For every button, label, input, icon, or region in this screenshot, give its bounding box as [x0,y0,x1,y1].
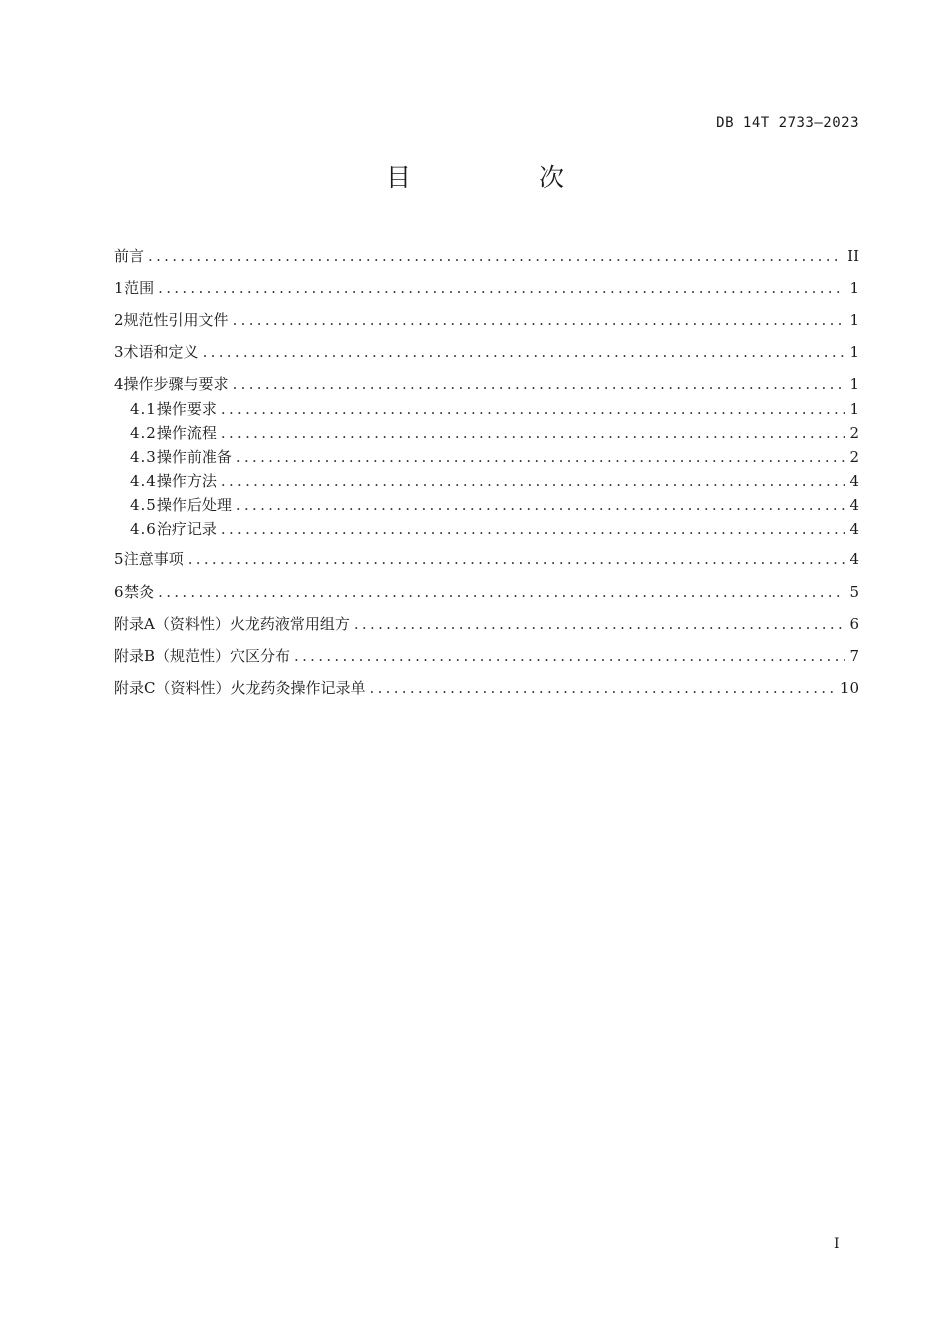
toc-entry-page: 4 [849,472,859,490]
toc-entry-label: 操作方法 [156,472,217,490]
toc-entry-3[interactable] [114,341,859,363]
toc-leader-dots [221,470,846,492]
toc-entry-number: 4.2 [130,424,157,442]
toc-entry-label: 操作前准备 [156,448,232,466]
toc-entry-appendix-b[interactable] [114,645,859,667]
toc-entry-page: 5 [849,583,859,601]
toc-leader-dots [233,309,846,331]
toc-entry-1[interactable] [114,277,859,299]
toc-entry-page: 1 [849,279,859,297]
toc-entry-label: 操作步骤与要求 [123,375,229,393]
toc-entry-number: 4.4 [130,472,157,490]
toc-leader-dots [236,446,846,468]
toc-entry-number: 6 [114,583,124,601]
toc-leader-dots [221,398,846,420]
document-code: DB 14T 2733—2023 [716,115,859,131]
toc-entry-number: 4 [114,375,124,393]
toc-entry-5[interactable] [114,548,859,570]
toc-entry-label: 操作要求 [156,400,217,418]
toc-entry-label: 治疗记录 [156,520,217,538]
toc-entry-page: II [847,247,859,265]
toc-leader-dots [233,373,846,395]
toc-entry-label: 火龙药灸操作记录单 [230,679,366,697]
toc-entry-number: 4.3 [130,448,157,466]
toc-entry-label: 操作流程 [156,424,217,442]
toc-title: 目 次 [386,163,624,192]
toc-entry-number: 1 [114,279,124,297]
toc-entry-page: 7 [849,647,859,665]
toc-leader-dots [221,518,846,540]
toc-entry-number: 附录B（规范性） [114,647,231,665]
toc-entry-number: 4.6 [130,520,157,538]
toc-entry-4-5[interactable] [130,494,859,516]
toc-entry-number: 附录A（资料性） [114,615,230,633]
toc-leader-dots [221,422,846,444]
toc-entry-label: 规范性引用文件 [123,311,229,329]
toc-entry-number: 4.5 [130,496,157,514]
toc-entry-label: 火龙药液常用组方 [229,615,350,633]
toc-leader-dots [354,613,846,635]
toc-entry-page: 4 [849,496,859,514]
page-number: I [834,1236,840,1252]
toc-leader-dots [158,581,845,603]
toc-entry-page: 2 [849,424,859,442]
toc-entry-page: 4 [849,550,859,568]
toc-entry-4-4[interactable] [130,470,859,492]
toc-entry-page: 2 [849,448,859,466]
toc-entry-4-6[interactable] [130,518,859,540]
toc-entry-number: 附录C（资料性） [114,679,231,697]
toc-leader-dots [158,277,845,299]
toc-entry-6[interactable] [114,581,859,603]
toc-entry-4[interactable] [114,373,859,395]
toc-entry-page: 10 [839,679,859,697]
toc-entry-label: 术语和定义 [123,343,199,361]
toc-entry-page: 1 [849,311,859,329]
toc-entry-label: 穴区分布 [230,647,291,665]
toc-entry-label: 操作后处理 [156,496,232,514]
toc-entry-page: 4 [849,520,859,538]
toc-entry-2[interactable] [114,309,859,331]
toc-entry-number: 4.1 [130,400,157,418]
toc-entry-label: 前言 [114,247,145,265]
toc-entry-appendix-a[interactable] [114,613,859,635]
toc-entry-number: 3 [114,343,124,361]
toc-entry-label: 范围 [124,279,155,297]
toc-entry-4-2[interactable] [130,422,859,444]
toc-entry-number: 2 [114,311,124,329]
toc-entry-page: 1 [849,400,859,418]
toc-entry-appendix-c[interactable] [114,677,859,699]
toc-entry-label: 注意事项 [123,550,184,568]
toc-entry-page: 1 [849,343,859,361]
toc-entry-4-1[interactable] [130,398,859,420]
toc-entry-4-3[interactable] [130,446,859,468]
toc-leader-dots [236,494,846,516]
toc-entry-number: 5 [114,550,124,568]
toc-leader-dots [188,548,846,570]
toc-entry-foreword[interactable] [114,245,859,267]
toc-entry-page: 6 [849,615,859,633]
toc-leader-dots [203,341,846,363]
toc-leader-dots [148,245,843,267]
toc-leader-dots [370,677,836,699]
toc-entry-label: 禁灸 [124,583,155,601]
toc-entry-page: 1 [849,375,859,393]
toc-leader-dots [294,645,845,667]
